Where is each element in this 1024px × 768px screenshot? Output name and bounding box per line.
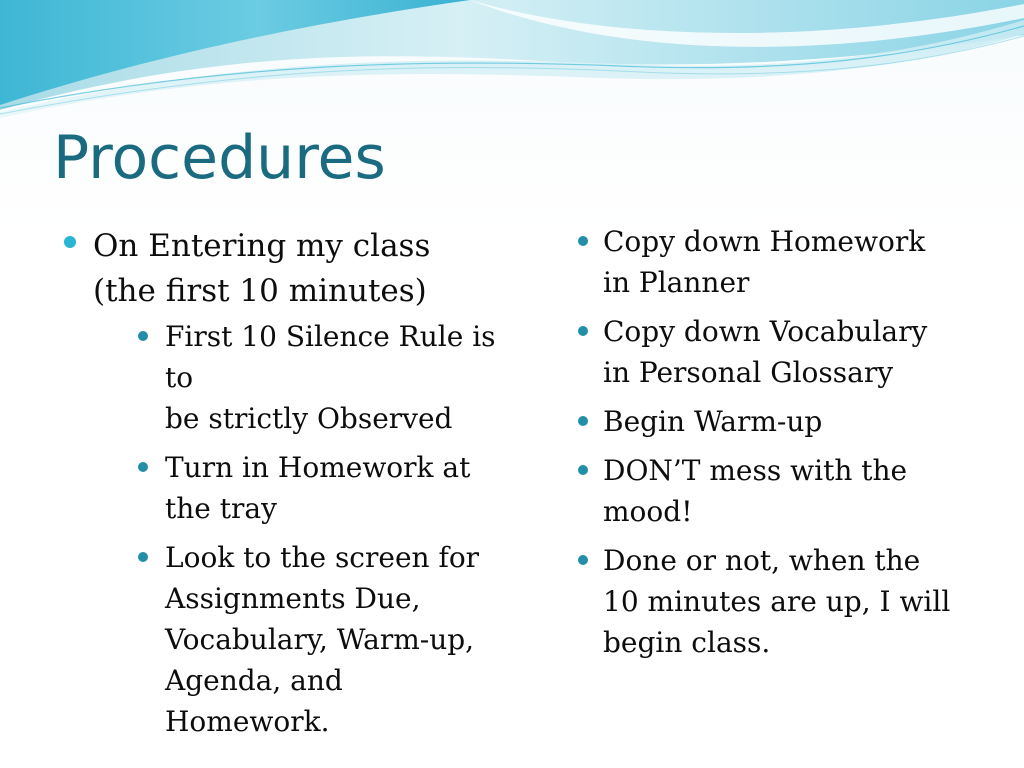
bullet-dot-icon xyxy=(578,236,588,246)
right-bullet-line: begin class. xyxy=(603,626,771,659)
sub-bullet-line: be strictly Observed xyxy=(165,402,453,435)
decorative-wave-header xyxy=(0,0,1024,130)
sub-bullet-list xyxy=(135,316,512,742)
right-bullet-line: in Planner xyxy=(603,266,750,299)
right-bullet-line: Done or not, when the xyxy=(603,544,921,577)
bullet-dot-icon xyxy=(64,236,76,248)
sub-bullet-line: Agenda, and xyxy=(165,664,343,697)
right-bullet-dont-mess xyxy=(575,450,1015,532)
left-column-list xyxy=(62,224,512,750)
right-column-list xyxy=(575,221,1015,671)
right-bullet-line: 10 minutes are up, I will xyxy=(603,585,951,618)
main-bullet-line: (the first 10 minutes) xyxy=(93,273,427,309)
main-bullet-line: On Entering my class xyxy=(93,228,431,264)
sub-bullet-line: the tray xyxy=(165,492,277,525)
bullet-dot-icon xyxy=(578,555,588,565)
sub-bullet-line: Turn in Homework at xyxy=(165,451,471,484)
bullet-dot-icon xyxy=(138,462,148,472)
sub-bullet-turn-in-homework xyxy=(135,447,512,529)
slide-title: Procedures xyxy=(53,123,386,193)
right-bullet-line: mood! xyxy=(603,495,693,528)
sub-bullet-line: Vocabulary, Warm-up, xyxy=(165,623,475,656)
sub-bullet-line: Homework. xyxy=(165,705,330,738)
bullet-dot-icon xyxy=(578,465,588,475)
bullet-dot-icon xyxy=(138,331,148,341)
right-bullet-done-or-not xyxy=(575,540,1015,663)
bullet-dot-icon xyxy=(578,416,588,426)
right-bullet-copy-vocabulary xyxy=(575,311,1015,393)
main-bullet-on-entering xyxy=(62,224,512,742)
bullet-dot-icon xyxy=(578,326,588,336)
right-bullet-line: Copy down Vocabulary xyxy=(603,315,928,348)
right-bullet-begin-warmup xyxy=(575,401,1015,442)
sub-bullet-line: Assignments Due, xyxy=(165,582,421,615)
bullet-dot-icon xyxy=(138,552,148,562)
sub-bullet-silence-rule xyxy=(135,316,512,439)
sub-bullet-look-to-screen xyxy=(135,537,512,742)
right-bullet-line: Begin Warm-up xyxy=(603,405,823,438)
sub-bullet-line: First 10 Silence Rule is to xyxy=(165,320,496,394)
right-bullet-line: DON’T mess with the xyxy=(603,454,908,487)
right-bullet-copy-homework xyxy=(575,221,1015,303)
sub-bullet-line: Look to the screen for xyxy=(165,541,480,574)
right-bullet-line: in Personal Glossary xyxy=(603,356,894,389)
right-bullet-line: Copy down Homework xyxy=(603,225,926,258)
